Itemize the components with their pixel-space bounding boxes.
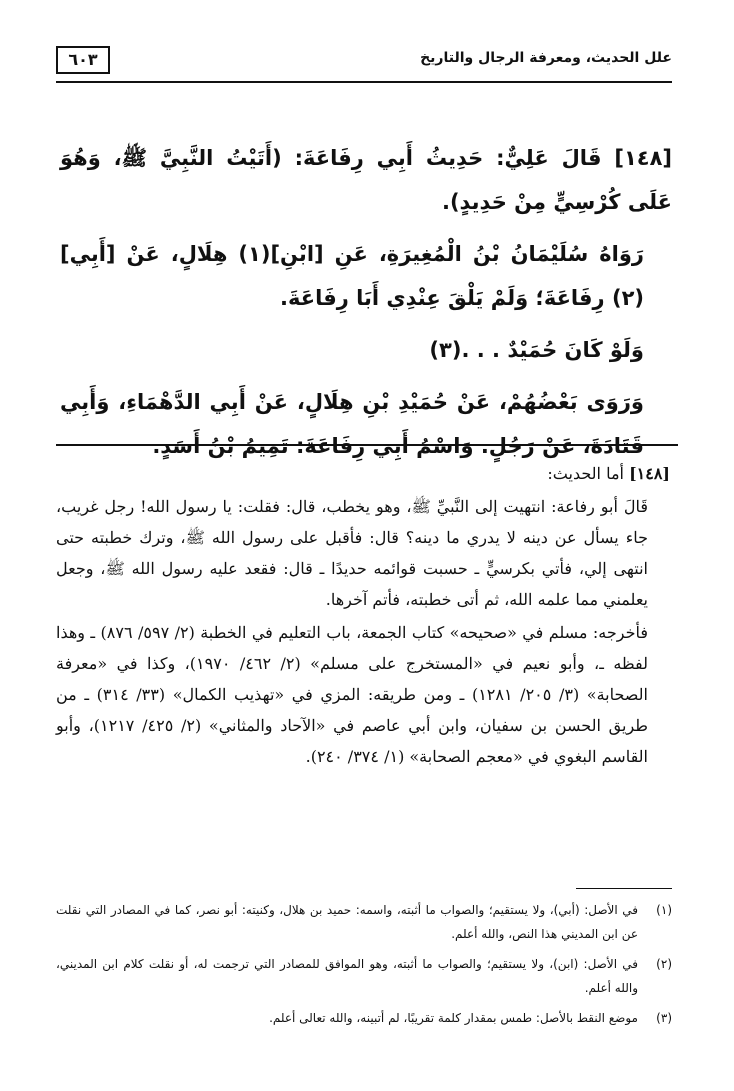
header-divider <box>56 81 672 83</box>
matn-paragraph: وَرَوَى بَعْضُهُمْ، عَنْ حُمَيْدِ بْنِ هِلَالٍ، عَنْ أَبِي الدَّهْمَاءِ، وَأَبِي قَتَادَةَ، عَنْ رَجُلٍ. وَاسْمُ أَبِي رِفَاعَةَ: تَمِيمُ بْنُ أَسَدٍ. <box>60 390 644 458</box>
matn-paragraph: وَلَوْ كَانَ حُمَيْدٌ . . .(٣) <box>429 338 644 362</box>
commentary-paragraph: فأخرجه: مسلم في «صحيحه» كتاب الجمعة، باب التعليم في الخطبة (٢/ ٥٩٧/ ٨٧٦) ـ وهذا لفظه ـ، وأبو نعيم في «المستخرج على مسلم» (٢/ ٤٦٢/ ١٩٧٠)، وكذا في «معرفة الصحابة» (٣/ ٢٠٥/ ١٢٨١) ـ ومن طريقه: المزي في «تهذيب الكمال» (٣٣/ ٣١٤) ـ من طريق الحسن بن سفيان، وابن أبي عاصم في «الآحاد والمثاني» (٢/ ٤٢٥/ ١٢١٧)، وأبو القاسم البغوي في «معجم الصحابة» (١/ ٣٧٤/ ٢٤٠). <box>56 623 649 766</box>
matn-paragraph: [١٤٨] قَالَ عَلِيٌّ: حَدِيثُ أَبِي رِفَاعَةَ: (أَتَيْتُ النَّبِيَّ ﷺ، وَهُوَ عَلَى كُرْسِيٍّ مِنْ حَدِيدٍ). <box>60 146 672 214</box>
commentary-heading <box>56 458 670 489</box>
commentary-paragraph: قَالَ أبو رفاعة: انتهيت إلى النَّبيِّ ﷺ، وهو يخطب، قال: فقلت: يا رسول الله! رجل غريب، جاء يسأل عن دينه لا يدري ما دينه؟ قال: فأقبل على رسول الله ﷺ، وترك خطبته حتى انتهى إلي، فأتي بكرسيٍّ ـ حسبت قوائمه حديدًا ـ قال: فقعد عليه رسول الله ﷺ، وجعل يعلمني مما علمه الله، ثم أتى خطبته، فأتم آخرها. <box>56 497 649 609</box>
page-number: ٦٠٣ <box>56 46 110 74</box>
footnote-divider <box>576 888 672 889</box>
footnote-text: موضع النقط بالأصل: طمس بمقدار كلمة تقريبًا، لم أتبينه، والله تعالى أعلم. <box>269 1011 638 1025</box>
footnote <box>56 1006 672 1030</box>
main-text <box>60 136 672 476</box>
footnote-mark: (٣) <box>656 1011 672 1025</box>
item-number: [١٤٨] <box>629 464 670 483</box>
section-divider <box>56 444 678 446</box>
footnote-text: في الأصل: (ابن)، ولا يستقيم؛ والصواب ما أثبته، وهو الموافق للمصادر التي ترجمت له، أو نقلت كلام ابن المديني، والله أعلم. <box>56 957 638 995</box>
heading-text: أما الحديث: <box>547 464 624 483</box>
commentary <box>56 458 670 774</box>
footnote-text: في الأصل: (أبي)، ولا يستقيم؛ والصواب ما أثبته، واسمه: حميد بن هلال، وكنيته: أبو نصر، كما في المصادر التي نقلت عن ابن المديني هذا النص، والله أعلم. <box>56 903 638 941</box>
page-header <box>56 42 672 82</box>
footnote <box>56 898 672 946</box>
running-title: علل الحديث، ومعرفة الرجال والتاريخ <box>420 50 672 66</box>
footnote <box>56 952 672 1000</box>
footnotes <box>56 898 672 1036</box>
footnote-mark: (١) <box>656 903 672 917</box>
footnote-mark: (٢) <box>656 957 672 971</box>
matn-paragraph: رَوَاهُ سُلَيْمَانُ بْنُ الْمُغِيرَةِ، عَنِ [ابْنِ](١) هِلَالٍ، عَنْ [أَبِي](٢) رِفَاعَةَ؛ وَلَمْ يَلْقَ عِنْدِي أَبَا رِفَاعَةَ. <box>60 242 644 310</box>
